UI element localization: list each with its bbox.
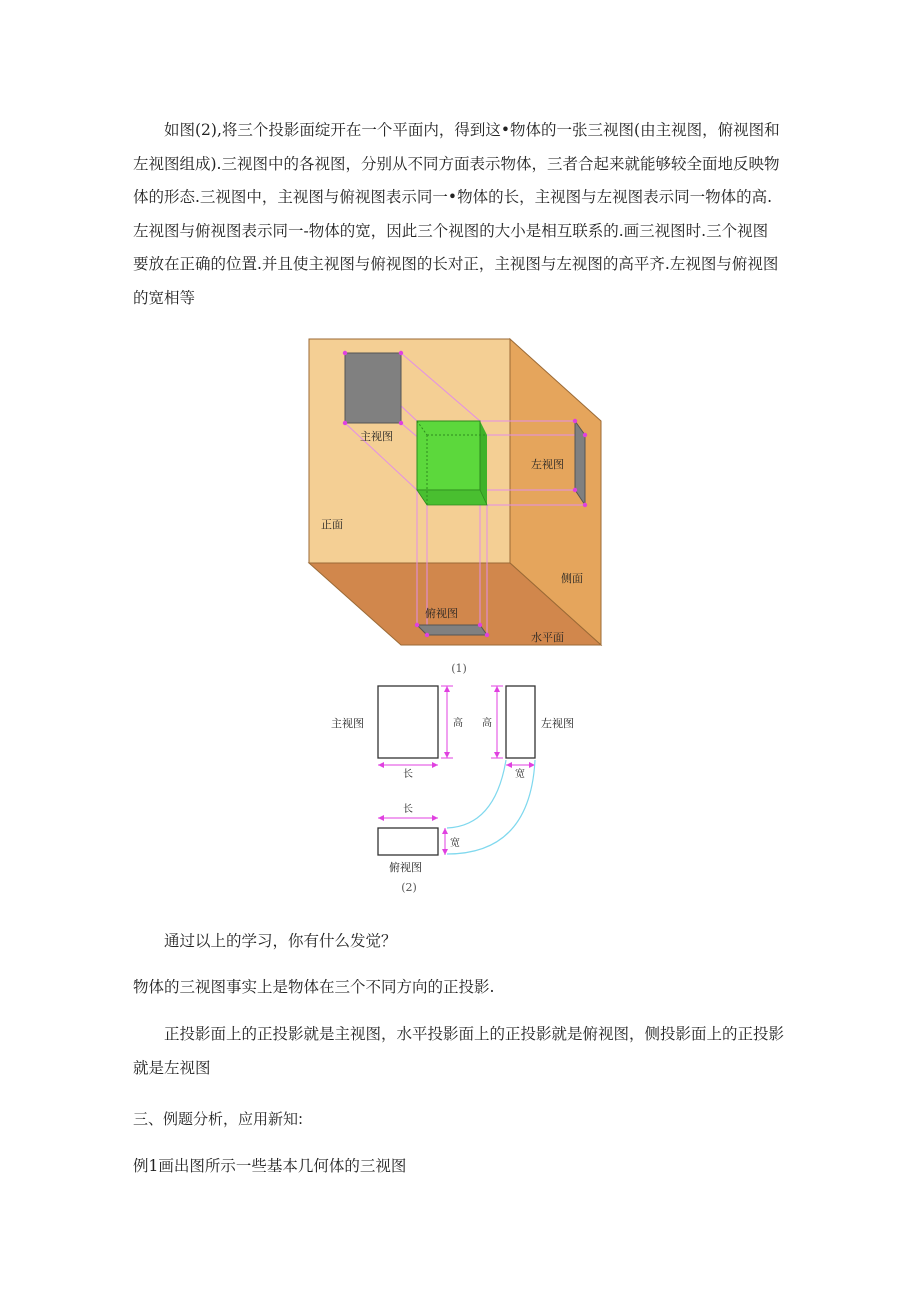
label-left-view: 左视图 <box>541 717 574 730</box>
label-top-view: 俯视图 <box>425 607 458 620</box>
text-line: 体的形态.三视图中，主视图与俯视图表示同一•物体的长，主视图与左视图表示同一物体的高. <box>133 188 772 206</box>
top-view-rect <box>378 828 438 855</box>
label-front-plane: 正面 <box>321 518 343 531</box>
intro-paragraph <box>133 114 793 315</box>
text-line: 左视图与俯视图表示同一-物体的宽，因此三个视图的大小是相互联系的.画三视图时.三个视图 <box>133 221 769 240</box>
text-line: 就是左视图 <box>133 1058 211 1077</box>
text-line: 正投影面上的正投影就是主视图，水平投影面上的正投影就是俯视图，侧投影面上的正投影 <box>164 1025 785 1043</box>
text-line: 左视图组成).三视图中的各视图，分别从不同方面表示物体，三者合起来就能够较全面地反映物 <box>133 154 780 173</box>
label-height-front: 高 <box>453 718 463 729</box>
label-front-view: 主视图 <box>360 430 393 443</box>
example-paragraph: 例1画出图所示一些基本几何体的三视图 <box>133 1157 407 1175</box>
width-transfer-arc <box>447 760 506 828</box>
label-length-top: 长 <box>403 804 413 815</box>
figure-1-caption: (1) <box>451 662 467 675</box>
explain-paragraph <box>133 1018 793 1085</box>
label-length-front: 长 <box>403 769 413 780</box>
label-horizontal-plane: 水平面 <box>531 631 564 644</box>
left-view-rect <box>506 686 535 758</box>
front-view-projection <box>345 353 401 423</box>
label-width-top: 宽 <box>450 838 460 849</box>
cube-front <box>417 421 480 490</box>
text-line: 的宽相等 <box>133 288 196 307</box>
figure-2-three-views <box>325 678 585 903</box>
text-line: 要放在正确的位置.并且使主视图与俯视图的长对正，主视图与左视图的高平齐.左视图与俯视图 <box>133 255 779 273</box>
label-left-view: 左视图 <box>531 458 564 471</box>
text-line: 如图(2),将三个投影面绽开在一个平面内，得到这•物体的一张三视图(由主视图，俯视图和 <box>164 121 780 139</box>
figure-1-projection-box <box>305 335 615 680</box>
label-side-plane: 侧面 <box>561 572 583 585</box>
label-front-view: 主视图 <box>331 717 364 730</box>
fact-paragraph: 物体的三视图事实上是物体在三个不同方向的正投影. <box>133 978 495 996</box>
question-paragraph: 通过以上的学习，你有什么发觉？ <box>164 932 397 950</box>
label-top-view: 俯视图 <box>389 861 422 874</box>
label-width-left: 宽 <box>515 769 525 780</box>
section-heading: 三、例题分析，应用新知: <box>133 1110 304 1128</box>
label-height-left: 高 <box>482 718 492 729</box>
figure-2-caption: (2) <box>401 881 417 894</box>
front-view-rect <box>378 686 438 758</box>
